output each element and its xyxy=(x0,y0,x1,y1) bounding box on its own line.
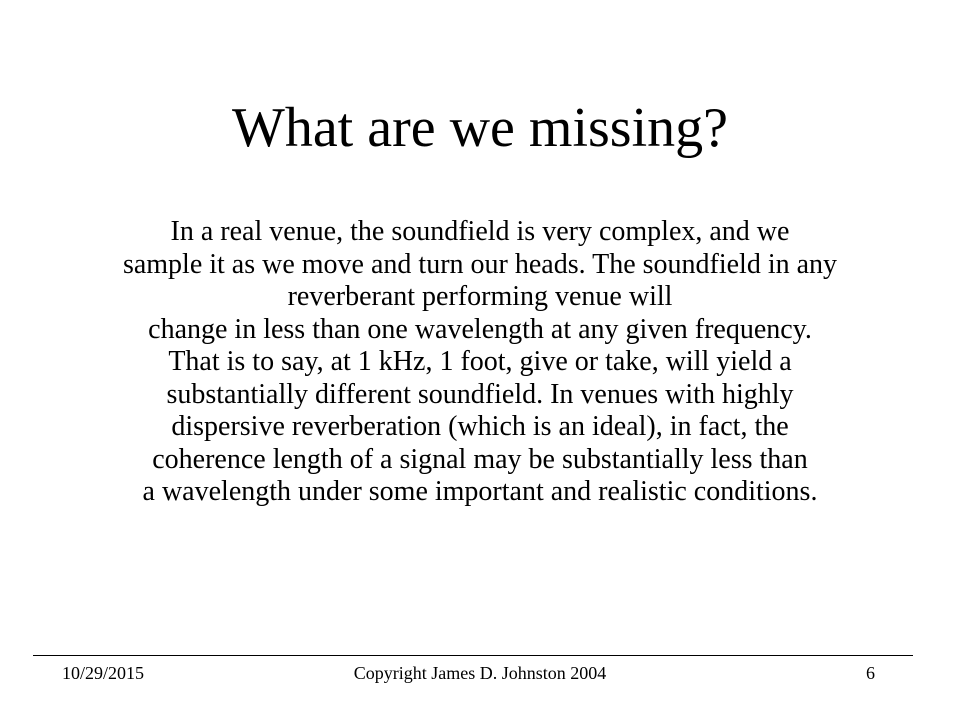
body-line: That is to say, at 1 kHz, 1 foot, give or take, will yield a xyxy=(168,346,792,377)
footer-copyright: Copyright James D. Johnston 2004 xyxy=(353,663,607,683)
body-line: dispersive reverberation (which is an ideal), in fact, the xyxy=(171,411,789,442)
body-line: In a real venue, the soundfield is very complex, and we xyxy=(170,216,790,247)
body-line: coherence length of a signal may be substantially less than xyxy=(152,443,808,475)
footer-date: 10/29/2015 xyxy=(62,663,145,683)
slide-title: What are we missing? xyxy=(231,97,729,159)
footer-divider xyxy=(33,655,913,656)
body-line: substantially different soundfield. In venues with highly xyxy=(166,378,794,410)
body-line: reverberant performing venue will xyxy=(287,281,673,312)
slide-body xyxy=(20,216,940,509)
body-line: change in less than one wavelength at any given frequency. xyxy=(148,313,812,345)
body-line: sample it as we move and turn our heads. The soundfield in any xyxy=(122,248,838,280)
body-line: a wavelength under some important and realistic conditions. xyxy=(142,476,818,507)
footer-page-number: 6 xyxy=(866,663,875,683)
